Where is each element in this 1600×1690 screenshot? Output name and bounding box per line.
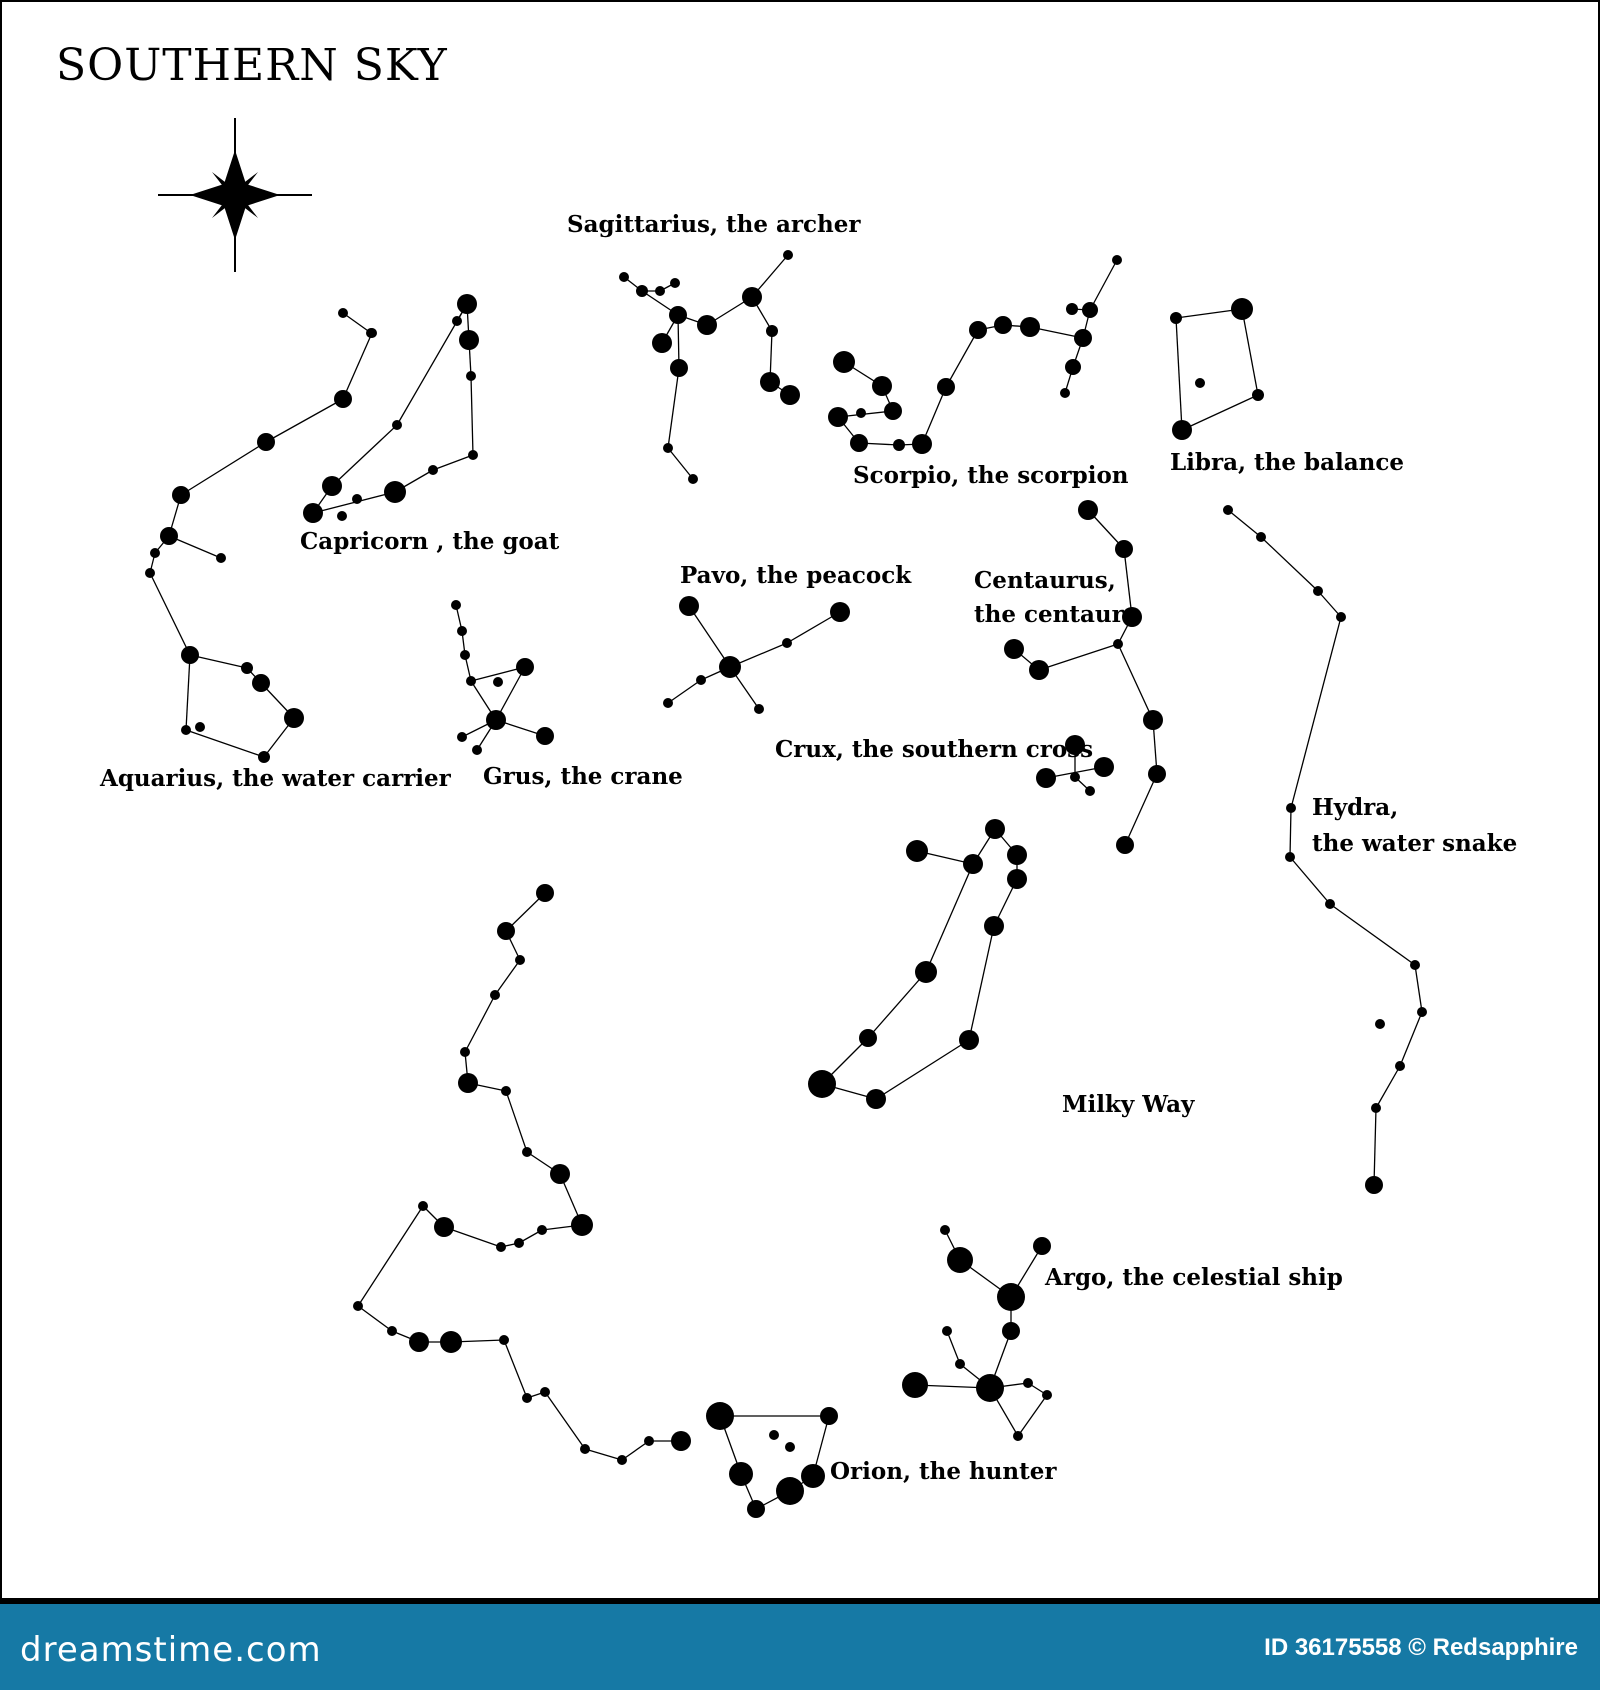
star-dot: [459, 330, 479, 350]
star-dot: [937, 378, 955, 396]
star-dot: [536, 727, 554, 745]
star-dot: [181, 725, 191, 735]
star-dot: [1115, 540, 1133, 558]
star-dot: [671, 1431, 691, 1451]
constellation-line: [926, 864, 973, 972]
star-dot: [976, 1374, 1004, 1402]
star-dot: [181, 646, 199, 664]
star-dot: [496, 1242, 506, 1252]
star-dot: [906, 840, 928, 862]
star-dot: [550, 1164, 570, 1184]
footer-credit: ID 36175558 © Redsapphire: [1264, 1634, 1578, 1661]
star-dot: [729, 1462, 753, 1486]
star-dot: [580, 1444, 590, 1454]
constellation-line: [343, 313, 371, 333]
star-dot: [1002, 1322, 1020, 1340]
star-dot: [1029, 660, 1049, 680]
star-dot: [1285, 852, 1295, 862]
constellation-line: [1228, 510, 1261, 537]
constellation-line: [1318, 591, 1341, 617]
star-dot: [1113, 639, 1123, 649]
star-dot: [337, 511, 347, 521]
constellation-line: [495, 960, 520, 995]
star-dot: [160, 527, 178, 545]
star-dot: [522, 1147, 532, 1157]
star-dot: [522, 1393, 532, 1403]
constellation-line: [1376, 1066, 1400, 1108]
star-dot: [969, 321, 987, 339]
star-dot: [1410, 960, 1420, 970]
star-dot: [1371, 1103, 1381, 1113]
constellation-line: [585, 1449, 622, 1460]
constellation-sagittarius: [619, 250, 800, 484]
star-dot: [466, 371, 476, 381]
star-dot: [434, 1217, 454, 1237]
star-dot: [1231, 298, 1253, 320]
star-dot: [644, 1436, 654, 1446]
star-dot: [663, 443, 673, 453]
star-dot: [912, 434, 932, 454]
star-dot: [536, 884, 554, 902]
star-dot: [392, 420, 402, 430]
constellation-line: [186, 655, 190, 730]
star-dot: [452, 316, 462, 326]
star-dot: [514, 1238, 524, 1248]
star-dot: [652, 333, 672, 353]
star-dot: [866, 1089, 886, 1109]
star-dot: [1036, 768, 1056, 788]
star-dot: [963, 854, 983, 874]
star-dot: [252, 674, 270, 692]
star-dot: [1286, 803, 1296, 813]
constellation-pavo: [663, 596, 850, 714]
star-dot: [387, 1326, 397, 1336]
star-dot: [1094, 757, 1114, 777]
star-dot: [493, 677, 503, 687]
star-dot: [820, 1407, 838, 1425]
constellation-line: [868, 972, 926, 1038]
star-dot: [947, 1247, 973, 1273]
star-dot: [893, 439, 905, 451]
star-dot: [1007, 845, 1027, 865]
star-dot: [1143, 710, 1163, 730]
star-dot: [497, 922, 515, 940]
star-dot: [1060, 388, 1070, 398]
constellation-line: [876, 1040, 969, 1099]
star-dot: [418, 1201, 428, 1211]
star-dot: [1223, 505, 1233, 515]
constellation-line: [1291, 617, 1341, 808]
star-dot: [195, 722, 205, 732]
centaurus-label-line2: the centaur: [974, 601, 1124, 628]
star-dot: [1020, 317, 1040, 337]
constellation-line: [1330, 904, 1415, 965]
star-dot: [1078, 500, 1098, 520]
star-dot: [241, 662, 253, 674]
star-dot: [754, 704, 764, 714]
star-dot: [669, 306, 687, 324]
constellation-line: [150, 573, 190, 655]
constellation-line: [668, 680, 701, 703]
star-dot: [742, 287, 762, 307]
star-dot: [808, 1070, 836, 1098]
star-dot: [766, 325, 778, 337]
star-dot: [663, 698, 673, 708]
crux-label: Crux, the southern cross: [775, 736, 1094, 763]
star-dot: [1325, 899, 1335, 909]
constellation-libra: [1170, 298, 1264, 440]
star-dot: [636, 285, 648, 297]
constellation-line: [332, 425, 397, 486]
constellation-line: [947, 1331, 960, 1364]
star-dot: [859, 1029, 877, 1047]
star-dot: [303, 503, 323, 523]
star-dot: [537, 1225, 547, 1235]
star-dot: [216, 553, 226, 563]
star-dot: [1065, 359, 1081, 375]
star-dot: [940, 1225, 950, 1235]
star-dot: [942, 1326, 952, 1336]
constellation-centaurus: [1004, 500, 1166, 854]
star-dot: [697, 315, 717, 335]
star-dot: [540, 1387, 550, 1397]
constellation-line: [358, 1306, 392, 1331]
constellation-line: [969, 926, 994, 1040]
libra-label: Libra, the balance: [1170, 449, 1404, 476]
star-dot: [458, 1073, 478, 1093]
aquarius-label: Aquarius, the water carrier: [100, 765, 451, 792]
grus-label: Grus, the crane: [483, 763, 683, 790]
constellation-milky-way-figure: [808, 819, 1027, 1109]
star-dot: [959, 1030, 979, 1050]
hydra-label-line2: the water snake: [1312, 830, 1518, 857]
star-dot: [782, 638, 792, 648]
star-dot: [1074, 329, 1092, 347]
star-dot: [1082, 302, 1098, 318]
star-dot: [785, 1442, 795, 1452]
star-dot: [1256, 532, 1266, 542]
star-dot: [1170, 312, 1182, 324]
constellation-line: [433, 455, 473, 470]
star-dot: [706, 1402, 734, 1430]
argo-label: Argo, the celestial ship: [1045, 1264, 1343, 1291]
hydra-label-line1: Hydra,: [1312, 794, 1399, 821]
constellation-line: [506, 1091, 527, 1152]
star-dot: [1172, 420, 1192, 440]
star-dot: [801, 1464, 825, 1488]
star-dot: [1023, 1378, 1033, 1388]
star-dot: [1375, 1019, 1385, 1029]
star-dot: [688, 474, 698, 484]
star-dot: [617, 1455, 627, 1465]
footer-bar: [0, 1600, 1600, 1690]
constellation-capricorn: [303, 294, 479, 523]
star-dot: [719, 656, 741, 678]
star-dot: [1004, 639, 1024, 659]
constellation-grus: [451, 600, 554, 755]
star-dot: [501, 1086, 511, 1096]
orion-label: Orion, the hunter: [830, 1458, 1057, 1485]
star-dot: [769, 1430, 779, 1440]
scorpio-label: Scorpio, the scorpion: [853, 462, 1129, 489]
constellation-line: [1182, 395, 1258, 430]
star-dot: [1313, 586, 1323, 596]
star-dot: [619, 272, 629, 282]
star-dot: [466, 676, 476, 686]
footer-brand[interactable]: dreamstime.com: [20, 1630, 322, 1670]
star-dot: [1007, 869, 1027, 889]
star-dot: [955, 1359, 965, 1369]
star-dot: [670, 278, 680, 288]
star-dot: [679, 596, 699, 616]
star-dot: [1116, 836, 1134, 854]
star-dot: [776, 1477, 804, 1505]
sagittarius-label: Sagittarius, the archer: [567, 211, 861, 238]
star-dot: [457, 732, 467, 742]
constellation-scorpio: [828, 255, 1122, 454]
constellation-line: [1018, 1395, 1047, 1436]
constellation-line: [504, 1340, 527, 1398]
constellation-line: [1118, 644, 1153, 720]
star-dot: [1070, 772, 1080, 782]
star-dot: [747, 1500, 765, 1518]
constellation-line: [343, 333, 372, 399]
pavo-label: Pavo, the peacock: [680, 562, 912, 589]
star-dot: [516, 658, 534, 676]
constellation-line: [689, 606, 730, 667]
star-dot: [472, 745, 482, 755]
star-dot: [994, 316, 1012, 334]
star-dot: [515, 955, 525, 965]
constellation-line: [545, 1392, 585, 1449]
star-dot: [1122, 607, 1142, 627]
constellation-line: [1415, 965, 1422, 1012]
star-dot: [457, 626, 467, 636]
constellations-layer: [145, 250, 1427, 1518]
star-dot: [1195, 378, 1205, 388]
constellation-line: [1039, 644, 1118, 670]
constellation-line: [181, 442, 266, 495]
star-dot: [1042, 1390, 1052, 1400]
star-dot: [850, 434, 868, 452]
star-dot: [1066, 303, 1078, 315]
star-dot: [1252, 389, 1264, 401]
constellation-line: [1261, 537, 1318, 591]
constellation-line: [1125, 774, 1157, 845]
star-dot: [760, 372, 780, 392]
constellation-line: [465, 995, 495, 1052]
constellation-line: [186, 730, 264, 757]
constellation-line: [1400, 1012, 1422, 1066]
constellation-line: [1242, 309, 1258, 395]
star-dot: [490, 990, 500, 1000]
star-dot: [451, 600, 461, 610]
star-dot: [915, 961, 937, 983]
star-dot: [1395, 1061, 1405, 1071]
star-dot: [997, 1283, 1025, 1311]
star-dot: [780, 385, 800, 405]
constellation-milky-way-band: [353, 884, 691, 1465]
constellation-line: [471, 376, 473, 455]
star-dot: [428, 465, 438, 475]
constellation-line: [266, 399, 343, 442]
star-dot: [1365, 1176, 1383, 1194]
constellation-line: [946, 330, 978, 387]
star-dot: [872, 376, 892, 396]
star-dot: [440, 1331, 462, 1353]
star-dot: [367, 328, 377, 338]
compass-star-icon: [158, 118, 312, 272]
constellation-line: [1374, 1108, 1376, 1185]
star-dot: [655, 286, 665, 296]
star-dot: [670, 359, 688, 377]
star-dot: [1148, 765, 1166, 783]
star-dot: [322, 476, 342, 496]
star-dot: [409, 1332, 429, 1352]
star-dot: [486, 710, 506, 730]
constellation-orion: [706, 1402, 838, 1518]
centaurus-label-line1: Centaurus,: [974, 567, 1116, 594]
constellation-line: [358, 1206, 423, 1306]
star-dot: [257, 433, 275, 451]
star-dot: [150, 548, 160, 558]
constellation-line: [668, 368, 679, 448]
star-dot: [856, 408, 866, 418]
milky-way-label: Milky Way: [1062, 1091, 1195, 1118]
star-dot: [284, 708, 304, 728]
star-dot: [833, 351, 855, 373]
star-dot: [571, 1214, 593, 1236]
star-dot: [696, 675, 706, 685]
star-dot: [1112, 255, 1122, 265]
star-dot: [460, 1047, 470, 1057]
star-dot: [468, 450, 478, 460]
page-title: SOUTHERN SKY: [56, 40, 448, 91]
star-dot: [460, 650, 470, 660]
constellation-argo: [902, 1225, 1052, 1441]
capricorn-label: Capricorn , the goat: [300, 528, 560, 555]
star-dot: [1336, 612, 1346, 622]
constellation-line: [1290, 857, 1330, 904]
star-dot: [353, 1301, 363, 1311]
star-dot: [984, 916, 1004, 936]
star-dot: [783, 250, 793, 260]
star-dot: [1013, 1431, 1023, 1441]
constellation-line: [1176, 318, 1182, 430]
constellation-line: [1124, 549, 1132, 617]
star-dot: [145, 568, 155, 578]
star-dot: [1417, 1007, 1427, 1017]
star-dot: [338, 308, 348, 318]
constellation-line: [1290, 808, 1291, 857]
star-dot: [1033, 1237, 1051, 1255]
star-dot: [352, 494, 362, 504]
star-dot: [884, 402, 902, 420]
star-dot: [172, 486, 190, 504]
constellation-line: [668, 448, 693, 479]
star-dot: [334, 390, 352, 408]
star-dot: [902, 1372, 928, 1398]
constellation-line: [1090, 260, 1117, 310]
star-dot: [384, 481, 406, 503]
star-dot: [828, 407, 848, 427]
star-dot: [499, 1335, 509, 1345]
star-dot: [1085, 786, 1095, 796]
star-dot: [985, 819, 1005, 839]
star-dot: [830, 602, 850, 622]
star-dot: [457, 294, 477, 314]
